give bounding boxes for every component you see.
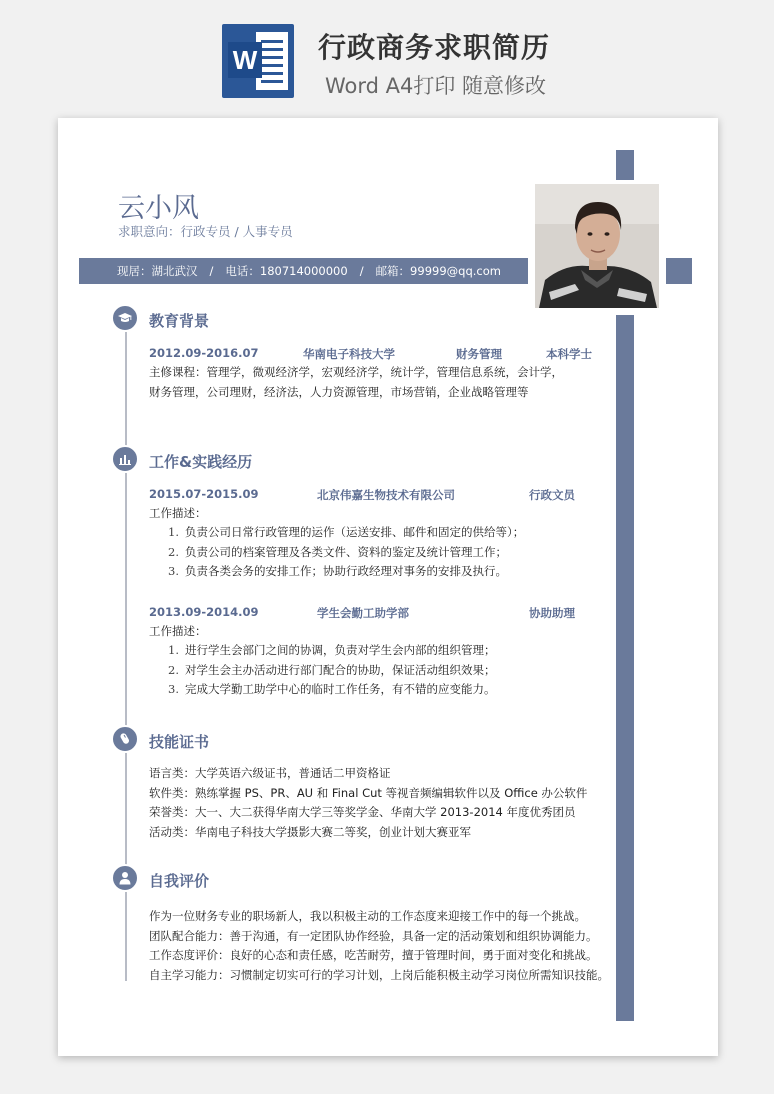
contact-phone: 电话：180714000000: [225, 264, 348, 278]
skill-line: 软件类：熟练掌握 PS、PR、AU 和 Final Cut 等视音频编辑软件以及 Office 办公软件: [149, 785, 588, 800]
graduation-cap-icon: [111, 304, 139, 332]
education-school: 华南电子科技大学: [303, 347, 395, 361]
job-desc-label: [149, 622, 207, 642]
desc-label: 工作描述：: [149, 506, 207, 520]
duty-text: 完成大学勤工助学中心的临时工作任务，有不错的应变能力。: [185, 682, 496, 696]
mouse-icon: [111, 725, 139, 753]
contact-separator: /: [359, 264, 364, 278]
section-title-self: 自我评价: [149, 872, 210, 890]
list-item: 3. 负责各类会务的安排工作；协助行政经理对事务的安排及执行。: [168, 564, 507, 578]
job-role: 协助助理: [529, 606, 575, 620]
section-title-skills: 技能证书: [149, 733, 210, 751]
accent-bar-top: [616, 150, 634, 180]
skill-line: 语言类：大学英语六级证书，普通话二甲资格证: [149, 766, 391, 780]
list-item: 1. 负责公司日常行政管理的运作（运送安排、邮件和固定的供给等）；: [168, 525, 525, 539]
duty-text: 负责公司日常行政管理的运作（运送安排、邮件和固定的供给等）；: [185, 525, 525, 539]
section-title-education: 教育背景: [149, 312, 210, 330]
self-eval-line: 工作态度评价：良好的心态和责任感，吃苦耐劳，擅于管理时间，勇于面对变化和挑战。: [149, 948, 598, 962]
courses-line: 主修课程：管理学，微观经济学，宏观经济学，统计学，管理信息系统，会计学，: [149, 365, 563, 379]
education-major: 财务管理: [456, 347, 502, 361]
contact-email: 邮箱：99999@qq.com: [375, 264, 501, 278]
word-letter: W: [228, 42, 262, 78]
template-subtitle: Word A4打印 随意修改: [325, 74, 547, 98]
desc-label: 工作描述：: [149, 624, 207, 638]
list-item: 2. 对学生会主办活动进行部门配合的协助，保证活动组织效果；: [168, 662, 496, 677]
skill-line: 荣誉类：大一、大二获得华南大学三等奖学金、华南大学 2013-2014 年度优秀团员: [149, 805, 576, 819]
duty-text: 进行学生会部门之间的协调，负责对学生会内部的组织管理；: [185, 643, 496, 657]
self-eval-line: 团队配合能力：善于沟通，有一定团队协作经验，具备一定的活动策划和组织协调能力。: [149, 928, 598, 943]
accent-bar-vertical: [616, 315, 634, 1021]
duty-text: 对学生会主办活动进行部门配合的协助，保证活动组织效果；: [185, 662, 496, 677]
skill-line: 活动类：华南电子科技大学摄影大赛二等奖，创业计划大赛亚军: [149, 824, 471, 839]
job-company: 学生会勤工助学部: [317, 606, 409, 620]
job-date: 2013.09-2014.09: [149, 605, 259, 619]
job-duties-list: [168, 641, 496, 700]
job-company: 北京伟嘉生物技术有限公司: [317, 488, 455, 502]
job-duties-list: [168, 523, 524, 582]
education-degree: 本科学士: [546, 347, 592, 361]
list-item: 2. 负责公司的档案管理及各类文件、资料的鉴定及统计管理工作；: [168, 544, 507, 559]
courses-line: 财务管理，公司理财，经济法，人力资源管理，市场营销，企业战略管理等: [149, 384, 529, 399]
template-title: 行政商务求职简历: [318, 31, 551, 64]
resume-page: [58, 118, 718, 1056]
accent-bar-right: [666, 258, 692, 284]
self-eval-line: 自主学习能力：习惯制定切实可行的学习计划，上岗后能积极主动学习岗位所需知识技能。: [149, 967, 609, 982]
education-courses: [149, 363, 563, 402]
profile-photo: [535, 184, 659, 308]
self-eval-list: [149, 907, 609, 985]
job-intent: 求职意向：行政专员 / 人事专员: [118, 224, 293, 239]
duty-text: 负责公司的档案管理及各类文件、资料的鉴定及统计管理工作；: [185, 544, 507, 559]
job-role: 行政文员: [529, 488, 575, 502]
job-desc-label: [149, 504, 207, 524]
job-date: 2015.07-2015.09: [149, 487, 259, 501]
duty-text: 负责各类会务的安排工作；协助行政经理对事务的安排及执行。: [185, 564, 507, 578]
person-icon: [111, 864, 139, 892]
list-item: 1. 进行学生会部门之间的协调，负责对学生会内部的组织管理；: [168, 643, 496, 657]
skills-list: [149, 764, 587, 842]
contact-location: 现居：湖北武汉: [117, 264, 198, 278]
word-app-icon: [222, 24, 294, 98]
list-item: 3. 完成大学勤工助学中心的临时工作任务，有不错的应变能力。: [168, 682, 496, 696]
self-eval-line: 作为一位财务专业的职场新人，我以积极主动的工作态度来迎接工作中的每一个挑战。: [149, 909, 586, 923]
candidate-name: 云小风: [118, 193, 199, 224]
contact-bar: [79, 258, 528, 284]
contact-separator: /: [209, 264, 214, 278]
bar-chart-icon: [111, 445, 139, 473]
section-title-work: 工作&实践经历: [149, 453, 253, 471]
education-date: 2012.09-2016.07: [149, 346, 259, 360]
